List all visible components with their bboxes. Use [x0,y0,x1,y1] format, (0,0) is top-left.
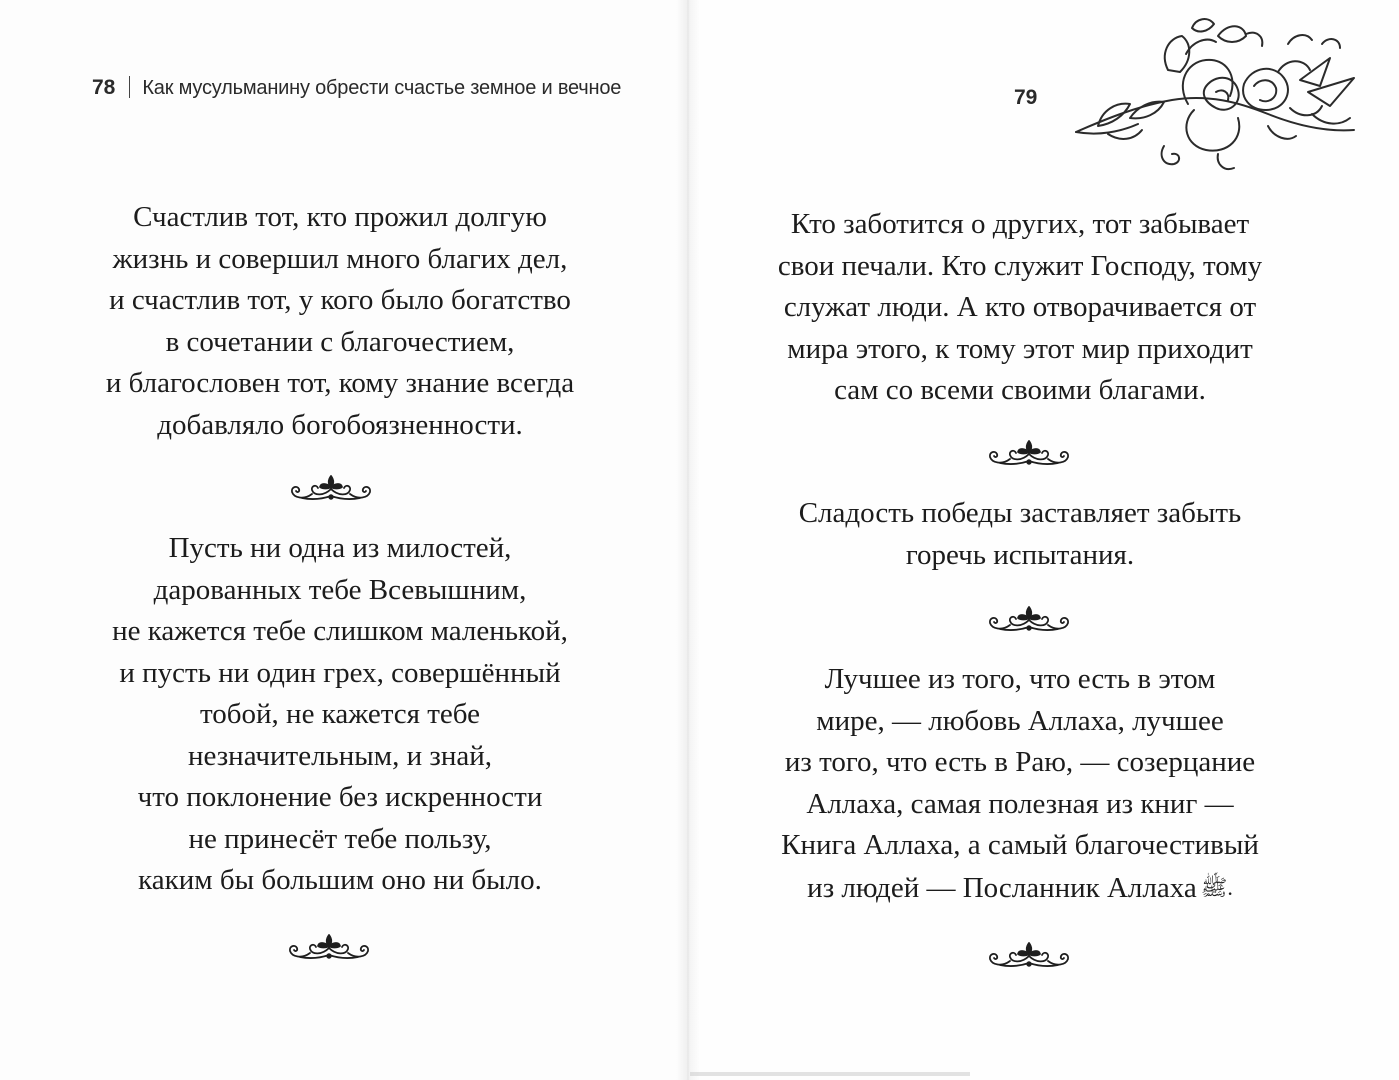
quote-line: служат люди. А кто отворачивается от [783,291,1257,323]
quote-line: Кто заботится о других, тот забывает [790,208,1250,240]
quote-mercies [40,528,640,902]
scroll-divider-ornament-icon [288,472,374,502]
quote-line: горечь испытания. [905,538,1135,571]
quote-line: что поклонение без искренности [137,781,543,813]
quote-line: Сладость победы заставляет забыть [798,497,1242,529]
quote-line: мире, — любовь Аллаха, лучшее [816,704,1224,737]
quote-line: свои печали. Кто служит Господу, тому [777,249,1263,282]
quote-line: не принесёт тебе пользу, [188,822,492,855]
quote-line: и счастлив тот, у кого было богатство [109,284,571,316]
quote-line-text: из людей — Посланник Аллаха [807,871,1197,904]
quote-line: каким бы большим оно ни было. [138,864,542,896]
scroll-divider-ornament-icon [986,437,1072,467]
quote-line: Пусть ни одна из милостей, [168,532,512,564]
quote-sweetness-of-victory [720,493,1320,576]
quote-line: Книга Аллаха, а самый благочестивый [781,829,1259,861]
quote-line: и пусть ни один грех, совершённый [119,656,561,689]
book-gutter-shadow [676,0,700,1080]
quote-line: Лучшее из того, что есть в этом [824,663,1216,695]
quote-care-for-others [720,204,1320,412]
quote-line: Счастлив тот, кто прожил долгую [133,201,547,233]
quote-line-last [720,867,1320,910]
page-edge [690,1072,970,1076]
left-page [0,0,688,1080]
quote-line: сам со всеми своими благами. [834,374,1206,406]
quote-line: добавляло богобоязненности. [157,408,523,441]
quote-best-things [720,659,1320,909]
floral-branch-ornament-icon [1068,14,1360,174]
quote-line: из того, что есть в Раю, — созерцание [784,746,1256,778]
quote-line: жизнь и совершил много благих дел, [112,242,568,275]
scroll-divider-ornament-icon [986,603,1072,633]
header-separator [129,76,130,98]
quote-line: Аллаха, самая полезная из книг — [806,787,1234,820]
scroll-divider-ornament-icon [986,939,1072,969]
page-number-left: 78 [92,76,116,99]
honorific-glyph: ﷺ. [1200,874,1233,900]
scroll-divider-ornament-icon [286,931,372,961]
quote-line: в сочетании с благочестием, [165,325,515,358]
page-number-right: 79 [1014,86,1038,109]
quote-happiness [40,197,640,446]
quote-line: незначительным, и знай, [187,739,493,772]
running-title: Как мусульманину обрести счастье земное и вечное [142,77,622,99]
quote-line: мира этого, к тому этот мир приходит [787,332,1253,365]
quote-line: тобой, не кажется тебе [199,698,481,730]
running-head [92,76,621,100]
quote-line: дарованных тебе Всевышним, [153,573,527,606]
quote-line: не кажется тебе слишком маленькой, [112,615,568,647]
quote-line: и благословен тот, кому знание всегда [105,367,575,399]
